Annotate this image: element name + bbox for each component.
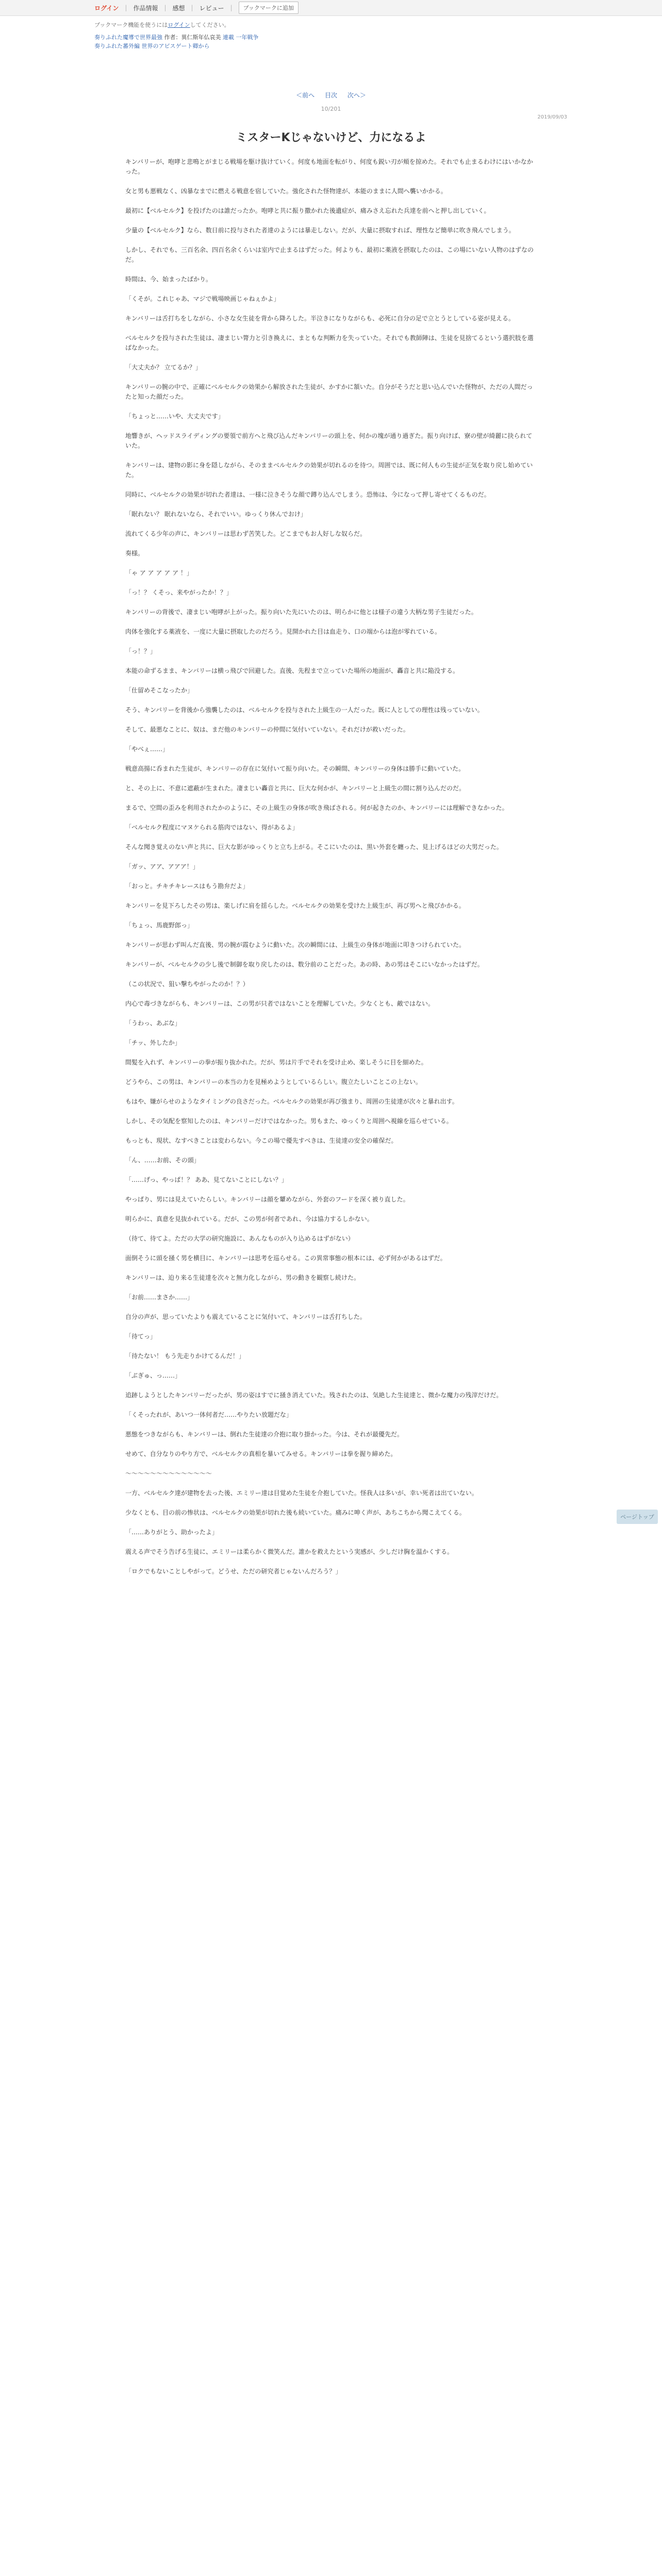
body-paragraph: 本能の命ずるまま、キンバリーは横っ飛びで回避した。直後、先程まで立っていた場所の地面が、轟音と共に陥没する。	[125, 667, 459, 674]
body-paragraph: 「ゃ ア ア ア ア ア ！」	[125, 569, 193, 577]
body-paragraph: 「ガッ、アア、アアア！」	[125, 863, 199, 870]
post-date: 2019/09/03	[537, 114, 567, 120]
body-paragraph: 明らかに、真意を見抜かれている。だが、この男が何者であれ、今は協力するしかない。	[125, 1215, 373, 1223]
body-paragraph: しかし、それでも、三百名余、四百名余くらいは室内で止まるはずだった。何よりも、最初に薬液を摂取したのは、この場にいない人物のはずなのだ。	[125, 246, 534, 263]
body-paragraph: しかし、その気配を察知したのは、キンバリーだけではなかった。男もまた、ゆっくりと周囲へ視線を巡らせている。	[125, 1117, 453, 1125]
body-paragraph: 「おっと。チキチキレースはもう勘弁だよ」	[125, 883, 249, 890]
chapter-title: ミスターKじゃないけど、力になるよ	[236, 131, 426, 144]
nav-separator: |	[125, 4, 127, 11]
body-paragraph: キンバリーが、咆哮と悲鳴とがまじる戦場を駆け抜けていく。何度も地面を転がり、何度も鋭い刃が頬を掠めた。それでも止まるわけにはいかなかった。	[125, 158, 533, 175]
body-paragraph: 「くそが。これじゃあ、マジで戦場映画じゃねぇかよ」	[125, 295, 280, 302]
body-paragraph: 少量の【ベルセルク】なら、数日前に投与された者達のようには暴走しない。だが、大量に摂取すれば、理性など簡単に吹き飛んでしまう。	[125, 227, 515, 234]
body-paragraph: もっとも、現状、なすべきことは変わらない。今この場で優先すべきは、生徒達の安全の確保だ。	[125, 1137, 398, 1144]
body-paragraph: 女と男も悪戦なく、凶暴なまでに燃える戦意を宿していた。強化された怪物達が、本能のままに人間へ襲いかかる。	[125, 188, 447, 195]
body-paragraph: 流れてくる少年の声に、キンバリーは思わず苦笑した。どこまでもお人好しな奴らだ。	[125, 530, 367, 537]
body-paragraph: 「っ！？ くそっ、来やがったか！？」	[125, 589, 233, 596]
login-link[interactable]: ログイン	[94, 4, 119, 12]
body-paragraph: 「くそったれが、あいつ一体何者だ……やりたい放題だな」	[125, 1411, 293, 1418]
next-chapter-link[interactable]: 次へ＞	[347, 92, 366, 99]
top-navigation-inner	[94, 0, 299, 15]
body-paragraph: キンバリーを見下ろしたその男は、楽しげに肩を揺らした。ベルセルクの効果を受けた上級生が、再び男へと飛びかかる。	[125, 902, 465, 909]
body-paragraph: キンバリーは、迫り来る生徒達を次々と無力化しながら、男の動きを観察し続けた。	[125, 1274, 360, 1281]
body-paragraph: 「ロクでもないことしやがって。どうせ、ただの研究者じゃないんだろう？」	[125, 1568, 342, 1575]
author-name: 作者：異仁斯年仏哀美	[164, 34, 221, 41]
chapter-pager	[0, 91, 662, 99]
page-top-button[interactable]: ページトップ	[617, 1510, 658, 1524]
breadcrumb-row-1	[94, 33, 259, 42]
body-paragraph: そして、最悪なことに、奴は、まだ他のキンバリーの仲間に気付いていない。それだけが救いだった。	[125, 726, 409, 733]
body-paragraph: どうやら、この男は、キンバリーの本当の力を見極めようとしているらしい。腹立たしいことこの上ない。	[125, 1078, 422, 1086]
body-paragraph: （待て、待てよ。ただの大学の研究施設に、あんなものが入り込めるはずがない）	[125, 1235, 354, 1242]
nav-separator: |	[164, 4, 167, 11]
body-paragraph: 自分の声が、思っていたよりも震えていることに気付いて、キンバリーは舌打ちした。	[125, 1313, 366, 1320]
breadcrumb	[94, 33, 259, 50]
body-paragraph: 「待たない！ もう先走りかけてるんだ！」	[125, 1352, 245, 1360]
body-paragraph: 同時に、ベルセルクの効果が切れた者達は、一様に泣きそうな顔で蹲り込んでしまう。恐怖は、今になって押し寄せてくるものだ。	[125, 491, 490, 498]
notice-text-before: ブックマーク機能を使うには	[94, 22, 168, 28]
body-paragraph: やっぱり、男には見えていたらしい。キンバリーは顔を顰めながら、外套のフードを深く被り直した。	[125, 1196, 409, 1203]
body-paragraph: キンバリーの腕の中で、正確にベルセルクの効果から解放された生徒が、かすかに頷いた。自分がそうだと思い込んでいた怪物が、ただの人間だったと知った顔だった。	[125, 383, 533, 400]
notice-login-link[interactable]: ログイン	[168, 22, 190, 28]
body-paragraph: 追跡しようとしたキンバリーだったが、男の姿はすでに掻き消えていた。残されたのは、気絶した生徒達と、微かな魔力の残滓だけだ。	[125, 1392, 503, 1399]
body-paragraph: 「うわっ、あぶな」	[125, 1020, 181, 1027]
body-paragraph: キンバリーが、ベルセルクの少し後で制御を取り戻したのは、数分前のことだった。あの時、あの男はそこにいなかったはずだ。	[125, 961, 484, 968]
body-paragraph: 「っ！？」	[125, 648, 157, 655]
top-navigation-bar	[0, 0, 662, 16]
bookmark-login-notice	[94, 21, 230, 29]
body-paragraph: 戦意高揚に呑まれた生徒が、キンバリーの存在に気付いて振り向いた。その瞬間、キンバリーの身体は勝手に動いていた。	[125, 765, 465, 772]
body-paragraph: 内心で毒づきながらも、キンバリーは、この男が只者ではないことを理解していた。少なくとも、敵ではない。	[125, 1000, 435, 1007]
body-paragraph: と、その上に、不意に遮蔽が生まれた。凄まじい轟音と共に、巨大な何かが、キンバリーと上級生の間に割り込んだのだ。	[125, 785, 466, 792]
body-paragraph: キンバリーが思わず叫んだ直後、男の腕が霞むように動いた。次の瞬間には、上級生の身体が地面に叩きつけられていた。	[125, 941, 466, 948]
body-paragraph: 「眠れない？ 眠れないなら、それでいい。ゆっくり休んでおけ」	[125, 511, 307, 518]
body-paragraph: 一方、ベルセルク達が建物を去った後、エミリー達は目覚めた生徒を介抱していた。怪我人は多いが、幸い死者は出ていない。	[125, 1489, 478, 1497]
body-paragraph: 地響きが、ヘッドスライディングの要領で前方へと飛び込んだキンバリーの頭上を、何かの塊が通り過ぎた。振り向けば、寮の壁が綺麗に抉られていた。	[125, 432, 533, 449]
nav-link-reviews[interactable]: レビュー	[199, 4, 224, 12]
body-paragraph: 「やべぇ……」	[125, 745, 169, 753]
body-paragraph: 「仕留めそこなったか」	[125, 687, 194, 694]
body-paragraph: 「お前……まさか……」	[125, 1294, 194, 1301]
body-paragraph: キンバリーの背後で、凄まじい咆哮が上がった。振り向いた先にいたのは、明らかに他とは様子の違う大柄な男子生徒だった。	[125, 608, 477, 616]
body-paragraph: もはや、嫌がらせのようなタイミングの良さだった。ベルセルクの効果が再び強まり、周囲の生徒達が次々と暴れ出す。	[125, 1098, 458, 1105]
body-paragraph: 間髪を入れず、キンバリーの拳が振り抜かれた。だが、男は片手でそれを受け止め、楽しそうに目を細めた。	[125, 1059, 427, 1066]
body-paragraph: 「大丈夫か？ 立てるか？」	[125, 364, 202, 371]
body-paragraph: 「……ありがとう、助かったよ」	[125, 1529, 219, 1536]
work-title-link[interactable]: 奏りふれた魔導で世界最強	[94, 34, 162, 41]
nav-separator: |	[230, 4, 233, 11]
body-paragraph: 面倒そうに頭を掻く男を横目に、キンバリーは思考を巡らせる。この異常事態の根本には、必ず何かがあるはずだ。	[125, 1255, 446, 1262]
body-paragraph: 「チッ、外したか」	[125, 1039, 181, 1046]
body-paragraph: 「ベルセルク程度にマヌケられる筋肉ではない、得があるよ」	[125, 824, 299, 831]
series-link[interactable]: 連載 一年戦争	[223, 34, 259, 41]
body-paragraph: 最初に【ベルセルク】を投げたのは誰だったか。咆哮と共に振り撒かれた後遺症が、痛みさえ忘れた兵達を前へと押し出していく。	[125, 207, 490, 214]
notice-text-after: してください。	[190, 22, 230, 28]
nav-link-work-info[interactable]: 作品情報	[133, 4, 158, 12]
body-paragraph: そう、キンバリーを背後から強襲したのは、ベルセルクを投与された上級生の一人だった。既に人としての理性は残っていない。	[125, 706, 484, 714]
body-paragraph: キンバリーは舌打ちをしながら、小さな女生徒を背から降ろした。半泣きになりながらも、必死に自分の足で立とうとしている姿が見える。	[125, 315, 515, 322]
table-of-contents-link[interactable]: 目次	[324, 92, 337, 99]
body-paragraph: 悪態をつきながらも、キンバリーは、倒れた生徒達の介抱に取り掛かった。今は、それが最優先だ。	[125, 1431, 404, 1438]
body-paragraph: せめて、自分なりのやり方で、ベルセルクの真相を暴いてみせる。キンバリーは拳を握り締めた。	[125, 1450, 397, 1458]
body-paragraph: 「ん、……お前、その頭」	[125, 1157, 200, 1164]
body-paragraph: 震える声でそう告げる生徒に、エミリーは柔らかく微笑んだ。誰かを救えたという実感が、少しだけ胸を温かくする。	[125, 1548, 454, 1555]
chapter-number: 10/201	[321, 106, 341, 112]
body-paragraph: 時間は、今、始まったばかり。	[125, 276, 212, 283]
body-paragraph: 「……げっ、やっぱ！？ ああ、見てないことにしない？」	[125, 1176, 288, 1183]
body-paragraph: まるで、空間の歪みを利用されたかのように、その上級生の身体が吹き飛ばされる。何が起きたのか、キンバリーには理解できなかった。	[125, 804, 508, 811]
nav-link-impressions[interactable]: 感想	[172, 4, 185, 12]
body-paragraph: 〜〜〜〜〜〜〜〜〜〜〜〜〜〜	[125, 1470, 212, 1477]
body-paragraph: 奏様。	[125, 550, 144, 557]
chapter-group-link[interactable]: 奏りふれた蕃外編 世界のアビスゲート卿から	[94, 43, 210, 49]
body-paragraph: 少なくとも、目の前の惨状は、ベルセルクの効果が切れた後も続いていた。痛みに呻く声が、あちこちから聞こえてくる。	[125, 1509, 466, 1516]
breadcrumb-row-2	[94, 42, 259, 50]
body-paragraph: そんな聞き覚えのない声と共に、巨大な影がゆっくりと立ち上がる。そこにいたのは、黒い外套を纏った、見上げるほどの大男だった。	[125, 843, 503, 851]
novel-body	[125, 157, 538, 1586]
body-paragraph: 「ちょっと……いや、大丈夫です」	[125, 413, 224, 420]
add-bookmark-button[interactable]: ブックマークに追加	[239, 2, 299, 14]
body-paragraph: 「ちょっ、馬鹿野郎っ」	[125, 922, 194, 929]
body-paragraph: ベルセルクを投与された生徒は、凄まじい膂力と引き換えに、まともな判断力を失っていた。それでも教師陣は、生徒を見捨てるという選択肢を選ばなかった。	[125, 334, 534, 351]
body-paragraph: 肉体を強化する薬液を、一度に大量に摂取したのだろう。見開かれた目は血走り、口の端からは泡が零れている。	[125, 628, 441, 635]
body-paragraph: （この状況で、狙い撃ちやがったのか！？）	[125, 980, 249, 988]
nav-separator: |	[191, 4, 193, 11]
body-paragraph: キンバリーは、建物の影に身を隠しながら、そのままベルセルクの効果が切れるのを待つ。周囲では、既に何人もの生徒が正気を取り戻し始めていた。	[125, 462, 533, 479]
prev-chapter-link[interactable]: ＜前へ	[296, 92, 315, 99]
body-paragraph: 「ぶぎゅ、っ……」	[125, 1372, 181, 1379]
body-paragraph: 「待てっ」	[125, 1333, 157, 1340]
